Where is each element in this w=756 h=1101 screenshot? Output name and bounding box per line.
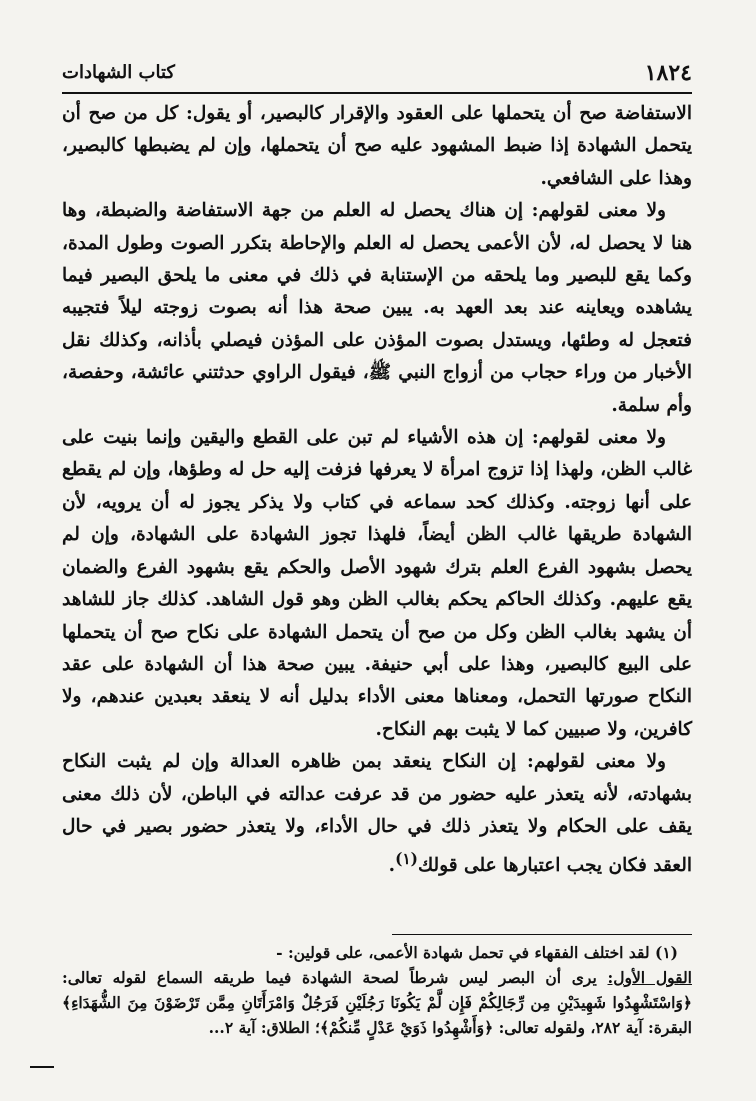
continuation-dash: [30, 1066, 54, 1068]
footnote-number: (١): [654, 943, 678, 962]
footnotes: [62, 940, 692, 1040]
footnote-intro: لقد اختلف الفقهاء في تحمل شهادة الأعمى، على قولين: -: [276, 943, 650, 962]
paragraph-text: ولا معنى لقولهم: إن هناك يحصل له العلم من جهة الاستفاضة والضبطة، وها هنا لا يحصل له، لأن الأعمى يحصل له العلم والإحاطة بتكرر الصوت وطول المدة، وكما يقع للبصير وما يلحقه من الإستنابة في ذلك في معنى ما يلحق البصير فيما يشاهده ويعاينه عند بعد العهد به. يبين صحة هذا أنه بصوت زوجته ليلاً فتجيبه فتعجل له وطئها، ويستدل بصوت المؤذن على المؤذن فيصلي بأذانه، وكذلك نقل الأخبار من وراء حجاب من أزواج النبي ﷺ، فيقول الراوي حدثتني عائشة، وحفصة، وأم سلمة.: [62, 200, 692, 416]
main-text: [62, 98, 692, 883]
paragraph-text: ولا معنى لقولهم: إن النكاح ينعقد بمن ظاهره العدالة وإن لم يثبت النكاح بشهادته، لأنه يتعذر عليه حضور من قد عرفت عدالته في الباطن، لأن ذلك معنى يقف على الحكام ولا يتعذر ذلك في حال الأداء، ولا يتعذر حضور بصير في حال العقد فكان يجب اعتبارها على قولك: [62, 751, 692, 877]
paragraph-4: ولا معنى لقولهم: إن النكاح ينعقد بمن ظاهره العدالة وإن لم يثبت النكاح بشهادته، لأنه يتعذر عليه حضور من قد عرفت عدالته في الباطن، لأن ذلك معنى يقف على الحكام ولا يتعذر ذلك في حال الأداء، ولا يتعذر حضور بصير في حال العقد فكان يجب اعتبارها على قولك$^{(١)}$.: [62, 751, 692, 877]
first-opinion-text: يرى أن البصر ليس شرطاً لصحة الشهادة فيما طريقه السماع لقوله تعالى: ﴿وَاسْتَشْهِدُوا شَهِيدَيْنِ مِن رِّجَالِكُمْ فَإِن لَّمْ يَكُونَا رَجُلَيْنِ فَرَجُلٌ وَامْرَأَتَانِ مِمَّن تَرْضَوْنَ مِنَ الشُّهَدَاءِ﴾ البقرة: آية ٢٨٢، ولقوله تعالى: ﴿وَأَشْهِدُوا ذَوَيْ عَدْلٍ مِّنكُمْ﴾؛ الطلاق: آية ٢...: [62, 968, 692, 1037]
footnote-separator: [392, 934, 692, 935]
paragraph-2: [62, 195, 692, 422]
paragraph-1: [62, 98, 692, 195]
footnote-reference[interactable]: (١): [395, 850, 418, 869]
footnote-first-opinion: [62, 965, 692, 1040]
book-title: كتاب الشهادات: [62, 62, 175, 83]
page-header: [62, 58, 692, 94]
paragraph-3: [62, 422, 692, 746]
page-number: ١٨٢٤: [644, 60, 692, 86]
paragraph-text: ولا معنى لقولهم: إن هذه الأشياء لم تبن على القطع واليقين وإنما بنيت على غالب الظن، ولهذا إذا تزوج امرأة لا يعرفها فزفت إليه حل له وطؤها، وإن لم يقطع على أنها زوجته. وكذلك كحد سماعه في كتاب ولا يذكر يجوز له أن يرويه، لأن الشهادة طريقها غالب الظن أيضاً، فلهذا تجوز الشهادة على الشهادة، وإن لم يحصل بشهود الفرع العلم بترك شهود الأصل والحكم يقع بشهود الفرع والضمان يقع عليهم. وكذلك الحاكم يحكم بغالب الظن وهو قول الشاهد. كذلك جاز للشاهد أن يشهد بغالب الظن وكل من صح أن يتحمل الشهادة على نكاح صح أن يتحملها على البيع كالبصير، وهذا على أبي حنيفة. يبين صحة هذا أن الشهادة على عقد النكاح صورتها التحمل، ومعناها معنى الأداء بدليل أنه لا ينعقد بعبدين عندهم، ولا كافرين، ولا صبيين كما لا يثبت بهم النكاح.: [62, 427, 692, 740]
first-opinion-label: القول الأول:: [607, 968, 692, 987]
footnote-1: [62, 940, 692, 965]
paragraph-text: الاستفاضة صح أن يتحملها على العقود والإقرار كالبصير، أو يقول: كل من صح أن يتحمل الشهادة إذا ضبط المشهود عليه صح أن يتحملها، وإن لم يضبطها كالبصير، وهذا على الشافعي.: [62, 103, 692, 189]
